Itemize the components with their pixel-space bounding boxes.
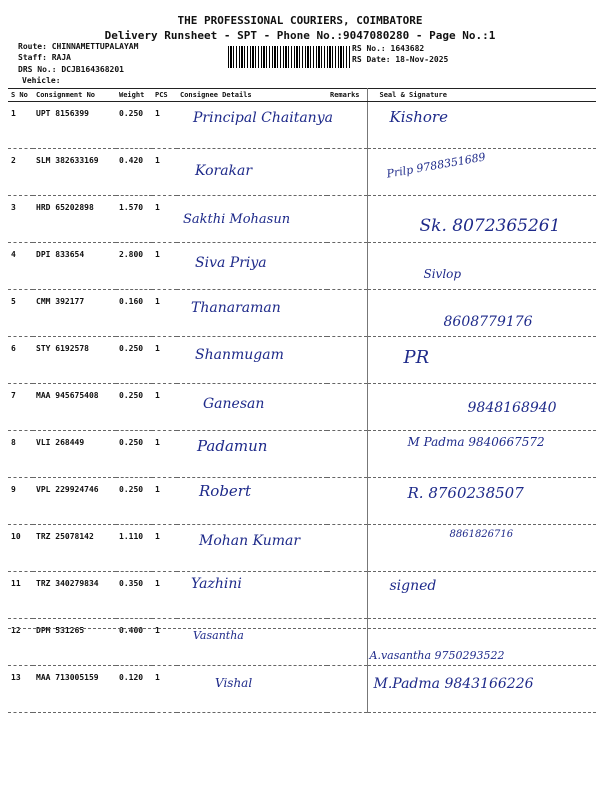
col-pcs: PCS [152, 89, 177, 102]
signature-handwriting: PR [403, 347, 430, 368]
table-row [8, 478, 596, 525]
row-pcs: 1 [152, 243, 177, 290]
row-weight: 0.250 [116, 431, 152, 478]
signature-handwriting: 9848168940 [467, 400, 557, 416]
signature-handwriting: 8861826716 [449, 529, 514, 540]
consignee-handwriting: Vishal [215, 676, 253, 690]
row-consignment: MAA 713005159 [33, 666, 116, 713]
drs-number: DRS No.: DCJB164368201 [18, 65, 124, 74]
signature-handwriting: A.vasantha 9750293522 [369, 649, 505, 662]
row-sno: 6 [8, 337, 33, 384]
row-weight: 0.420 [116, 149, 152, 196]
table-row [8, 619, 596, 666]
row-weight: 0.250 [116, 337, 152, 384]
row-pcs: 1 [152, 337, 177, 384]
table-row [8, 666, 596, 713]
table-row [8, 196, 596, 243]
row-weight: 0.120 [116, 666, 152, 713]
row-pcs: 1 [152, 196, 177, 243]
row-consignment: CMM 392177 [33, 290, 116, 337]
row-consignment: VPL 229924746 [33, 478, 116, 525]
row-consignment: HRD 65202898 [33, 196, 116, 243]
signature-handwriting: signed [389, 578, 437, 594]
row-pcs: 1 [152, 478, 177, 525]
row-pcs: 1 [152, 572, 177, 619]
table-row [8, 384, 596, 431]
row-weight: 0.350 [116, 572, 152, 619]
signature-handwriting: M Padma 9840667572 [407, 435, 545, 449]
table-header-row [8, 89, 596, 102]
row-pcs: 1 [152, 384, 177, 431]
row-sno: 1 [8, 102, 33, 149]
row-sno: 8 [8, 431, 33, 478]
row-consignment: TRZ 25078142 [33, 525, 116, 572]
row-consignment: DPM 531265 [33, 619, 116, 666]
row-pcs: 1 [152, 149, 177, 196]
consignee-handwriting: Vasantha [193, 629, 244, 642]
consignee-handwriting: Siva Priya [195, 255, 267, 271]
col-sno: S No [8, 89, 33, 102]
signature-handwriting: Sivlop [423, 267, 462, 281]
col-consignee: Consignee Details [177, 89, 327, 102]
row-pcs: 1 [152, 525, 177, 572]
consignee-handwriting: Principal Chaitanya [193, 110, 333, 126]
signature-handwriting: Prilp 9788351689 [385, 150, 487, 181]
consignee-handwriting: Padamun [197, 437, 268, 455]
route-label: Route: CHINNAMETTUPALAYAM [18, 42, 139, 51]
table-row [8, 102, 596, 149]
row-pcs: 1 [152, 666, 177, 713]
row-pcs: 1 [152, 102, 177, 149]
consignee-handwriting: Korakar [195, 163, 253, 179]
row-consignment: SLM 382633169 [33, 149, 116, 196]
consignee-handwriting: Robert [199, 482, 252, 500]
row-sno: 13 [8, 666, 33, 713]
consignee-handwriting: Ganesan [203, 396, 265, 412]
row-weight: 1.110 [116, 525, 152, 572]
row-sno: 5 [8, 290, 33, 337]
row-weight: 0.250 [116, 478, 152, 525]
consignee-handwriting: Yazhini [191, 576, 242, 592]
col-remarks: Remarks [327, 89, 367, 102]
row-sno: 7 [8, 384, 33, 431]
table-row [8, 337, 596, 384]
row-sno: 3 [8, 196, 33, 243]
staff-label: Staff: RAJA [18, 53, 71, 62]
row-weight: 0.160 [116, 290, 152, 337]
row-pcs: 1 [152, 619, 177, 666]
consignee-handwriting: Sakthi Mohasun [183, 212, 291, 227]
row-consignment: VLI 268449 [33, 431, 116, 478]
row-sno: 4 [8, 243, 33, 290]
signature-handwriting: 8608779176 [443, 314, 533, 330]
barcode [228, 46, 350, 68]
table-row [8, 149, 596, 196]
row-consignment: UPT 8156399 [33, 102, 116, 149]
row-weight: 0.250 [116, 102, 152, 149]
row-pcs: 1 [152, 431, 177, 478]
rs-date: RS Date: 18-Nov-2025 [352, 55, 449, 64]
row-weight: 0.400 [116, 619, 152, 666]
col-consignment: Consignment No [33, 89, 116, 102]
company-title: THE PROFESSIONAL COURIERS, COIMBATORE [177, 14, 423, 27]
row-weight: 2.800 [116, 243, 152, 290]
row-pcs: 1 [152, 290, 177, 337]
row-sno: 11 [8, 572, 33, 619]
row-weight: 0.250 [116, 384, 152, 431]
row-sno: 9 [8, 478, 33, 525]
vehicle-label: Vehicle: [22, 76, 61, 85]
col-weight: Weight [116, 89, 152, 102]
signature-handwriting: M.Padma 9843166226 [373, 676, 534, 692]
table-row [8, 431, 596, 478]
signature-handwriting: R. 8760238507 [407, 484, 524, 502]
rs-number: RS No.: 1643682 [352, 44, 425, 53]
row-consignment: STY 6192578 [33, 337, 116, 384]
table-row [8, 243, 596, 290]
row-consignment: DPI 833654 [33, 243, 116, 290]
table-row [8, 572, 596, 619]
row-sno: 10 [8, 525, 33, 572]
table-row [8, 525, 596, 572]
signature-handwriting: Sk. 8072365261 [419, 216, 561, 236]
runsheet-subtitle: Delivery Runsheet - SPT - Phone No.:9047080280 - Page No.:1 [104, 29, 496, 42]
row-sno: 2 [8, 149, 33, 196]
row-consignment: MAA 945675408 [33, 384, 116, 431]
row-consignment: TRZ 340279834 [33, 572, 116, 619]
row-sno: 12 [8, 619, 33, 666]
runsheet-table [8, 88, 596, 713]
table-bottom-rule [8, 628, 596, 629]
table-row [8, 290, 596, 337]
row-weight: 1.570 [116, 196, 152, 243]
consignee-handwriting: Thanaraman [191, 300, 281, 316]
consignee-handwriting: Mohan Kumar [199, 533, 301, 549]
consignee-handwriting: Shanmugam [195, 347, 284, 363]
col-seal: Seal & Signature [367, 89, 596, 102]
signature-handwriting: Kishore [389, 108, 448, 126]
